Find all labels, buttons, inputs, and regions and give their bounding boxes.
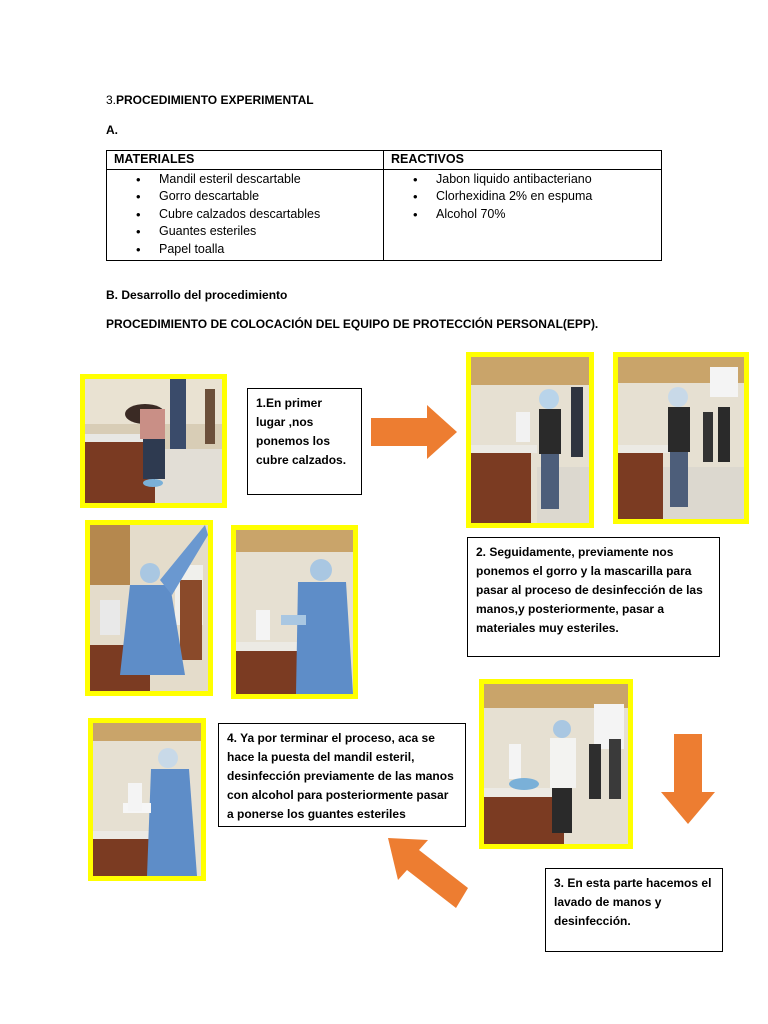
subsection-b-title: B. Desarrollo del procedimiento — [106, 288, 288, 302]
step1-textbox: 1.En primer lugar ,nos ponemos los cubre calzados. — [247, 388, 362, 495]
step2-textbox: 2. Seguidamente, previamente nos ponemos el gorro y la mascarilla para pasar al proceso de desinfección de las manos,y posteriormente, pasar a materiales muy esteriles. — [467, 537, 720, 657]
photo-step1-shoe-covers — [80, 374, 227, 508]
procedure-title: PROCEDIMIENTO DE COLOCACIÓN DEL EQUIPO DE PROTECCIÓN PERSONAL(EPP). — [106, 317, 599, 331]
list-item: • Alcohol 70% — [436, 206, 661, 223]
section-title: PROCEDIMIENTO EXPERIMENTAL — [116, 93, 314, 107]
materials-table — [106, 150, 662, 261]
materiales-list — [107, 171, 383, 258]
materiales-header: MATERIALES — [107, 151, 384, 170]
reactivos-cell — [384, 170, 662, 261]
materiales-cell — [107, 170, 384, 261]
photo-step4-gown-b — [231, 525, 358, 699]
photo-step3-handwashing — [479, 679, 633, 849]
arrow-down-icon — [661, 734, 715, 824]
list-item: • Clorhexidina 2% en espuma — [436, 188, 661, 205]
step4-textbox: 4. Ya por terminar el proceso, aca se hace la puesta del mandil esteril, desinfección previamente de las manos con alcohol para posteriormente pasar a ponerse los guantes esteriles — [218, 723, 466, 827]
arrow-right-icon — [371, 405, 457, 459]
photo-step2-cap-mask-a — [466, 352, 594, 528]
list-item: • Cubre calzados descartables — [159, 206, 383, 223]
section-number: 3. — [106, 93, 117, 107]
photo-step4-gown-a — [85, 520, 213, 696]
list-item: • Guantes esteriles — [159, 223, 383, 240]
list-item: • Mandil esteril descartable — [159, 171, 383, 188]
photo-step4-gloves — [88, 718, 206, 881]
list-item: • Papel toalla — [159, 241, 383, 258]
list-item: • Gorro descartable — [159, 188, 383, 205]
step3-textbox: 3. En esta parte hacemos el lavado de manos y desinfección. — [545, 868, 723, 952]
section-heading — [106, 93, 314, 107]
list-item: • Jabon liquido antibacteriano — [436, 171, 661, 188]
reactivos-header: REACTIVOS — [384, 151, 662, 170]
arrow-up-left-icon — [388, 838, 470, 910]
photo-step2-cap-mask-b — [613, 352, 749, 524]
subsection-a-label: A. — [106, 123, 118, 137]
reactivos-list — [384, 171, 661, 223]
